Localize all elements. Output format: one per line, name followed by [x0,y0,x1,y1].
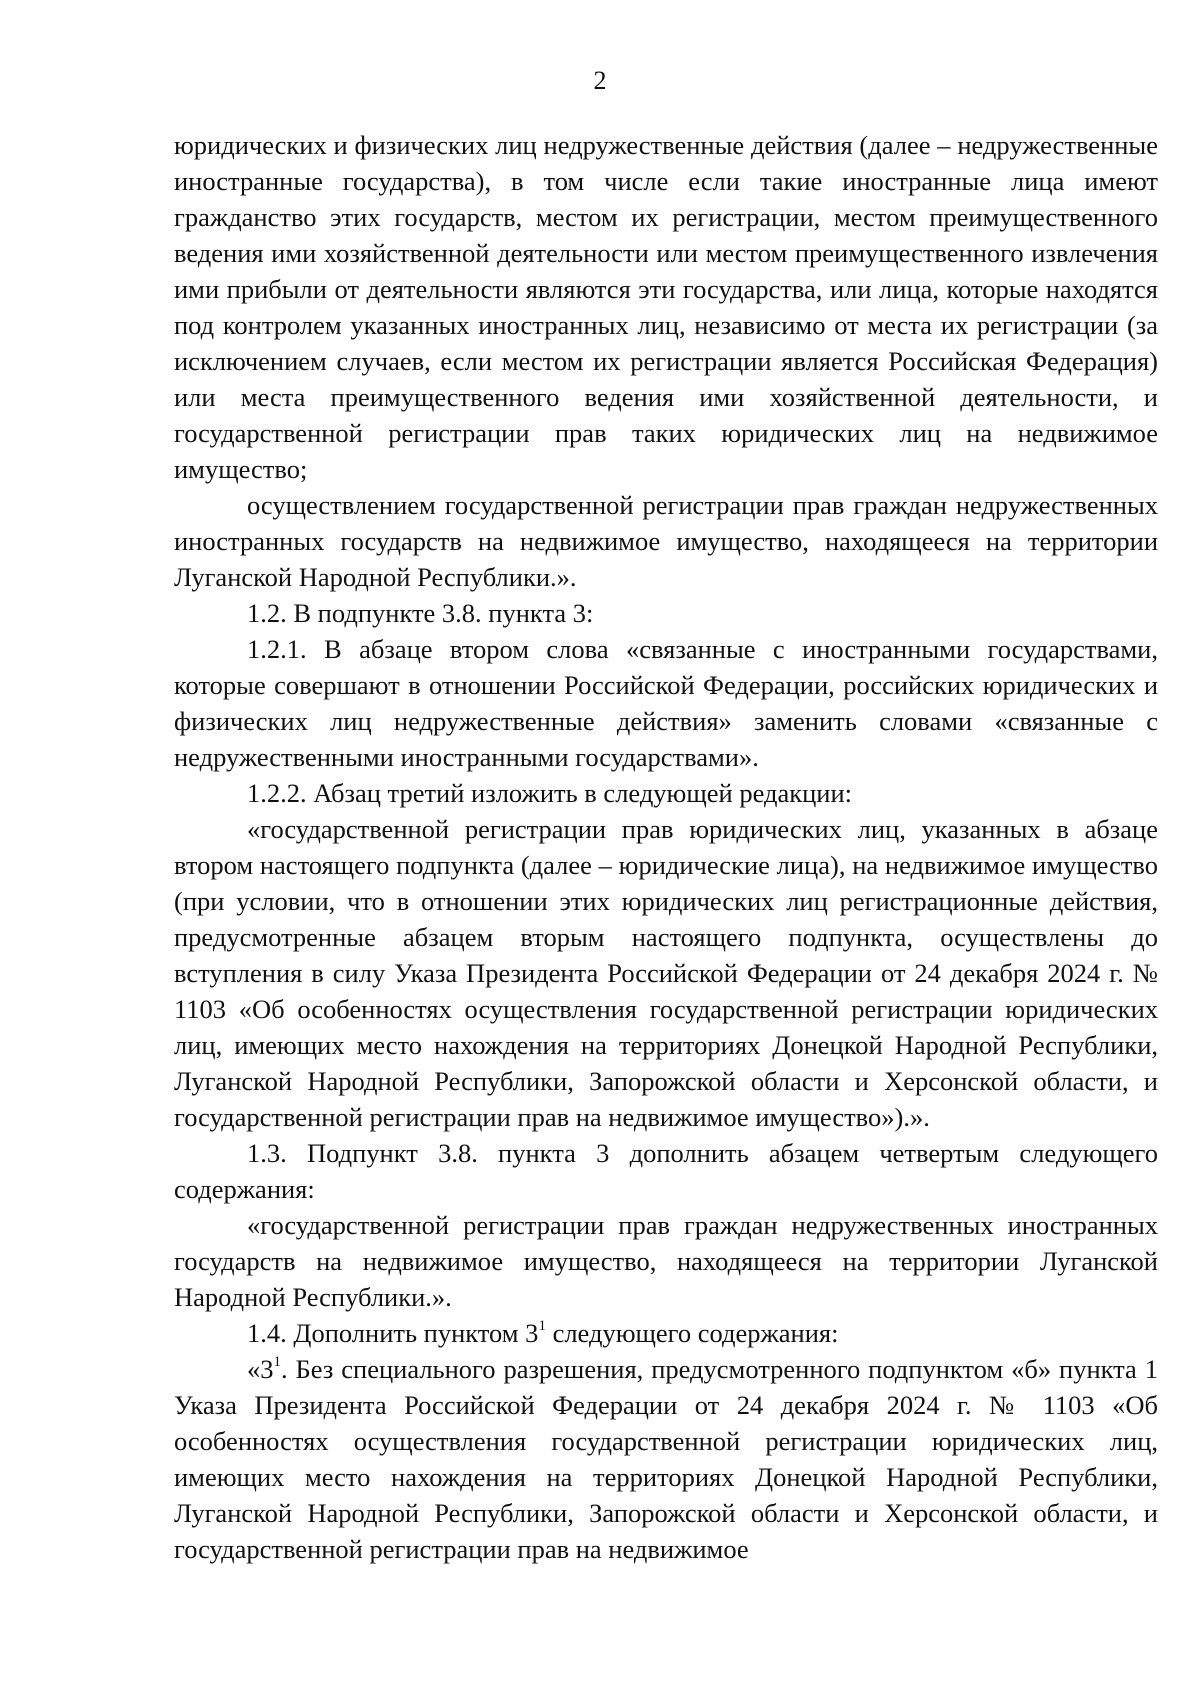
paragraph-point-3-1-text-end: . Без специального разрешения, предусмотренного подпунктом «б» пункта 1 Указа Президента Российской Федерации от 24 декабря 2024 г. № 1103 «Об особенностях осуществления государственной регистрации юридических лиц, имеющих место нахождения на территориях Донецкой Народной Республики, Луганской Народной Республики, Запорожской области и Херсонской области, и государственной регистрации прав на недвижимое [174,1354,1158,1564]
paragraph-1-4-text-start: 1.4. Дополнить пунктом 3 [247,1318,539,1348]
paragraph-quoted-new-text: «государственной регистрации прав юридических лиц, указанных в абзаце втором настоящего подпункта (далее – юридические лица), на недвижимое имущество (при условии, что в отношении этих юридических лиц регистрационные действия, предусмотренные абзацем вторым настоящего подпункта, осуществлены до вступления в силу Указа Президента Российской Федерации от 24 декабря 2024 г. № 1103 «Об особенностях осуществления государственной регистрации юридических лиц, имеющих место нахождения на территориях Донецкой Народной Республики, Луганской Народной Республики, Запорожской области и Херсонской области, и государственной регистрации прав на недвижимое имущество»).». [174,814,1158,1132]
paragraph-quoted-addition: «государственной регистрации прав граждан недружественных иностранных государств на недвижимое имущество, находящееся на территории Луганской Народной Республики.». [174,1210,1158,1312]
page-number: 2 [593,66,607,95]
paragraph-1-2-heading: 1.2. В подпункте 3.8. пункта 3: [247,598,594,628]
paragraph-1-2-1: 1.2.1. В абзаце втором слова «связанные с иностранными государствами, которые совершают в отношении Российской Федерации, российских юридических и физических лиц недружественные действия» заменить словами «связанные с недружественными иностранными государствами». [174,634,1158,772]
paragraph-point-3-1 [174,1351,1158,1567]
paragraph-1: юридических и физических лиц недружественные действия (далее – недружественные иностранные государства), в том числе если такие иностранные лица имеют гражданство этих государств, местом их регистрации, местом преимущественного ведения ими хозяйственной деятельности или местом преимущественного извлечения ими прибыли от деятельности являются эти государства, или лица, которые находятся под контролем указанных иностранных лиц, независимо от места их регистрации (за исключением случаев, если местом их регистрации является Российская Федерация) или места преимущественного ведения ими хозяйственной деятельности, и государственной регистрации прав таких юридических лиц на недвижимое имущество; [174,130,1158,484]
paragraph-2: осуществлением государственной регистрации прав граждан недружественных иностранных государств на недвижимое имущество, находящееся на территории Луганской Народной Республики.». [174,490,1158,592]
paragraph-1-4 [174,1315,1158,1351]
point-superscript: 1 [273,1354,281,1370]
paragraph-1-4-text-end: следующего содержания: [545,1318,839,1348]
paragraph-1-2-2: 1.2.2. Абзац третий изложить в следующей редакции: [247,778,853,808]
document-body [174,127,1158,1567]
footnote-superscript: 1 [538,1318,546,1334]
paragraph-1-3: 1.3. Подпункт 3.8. пункта 3 дополнить абзацем четвертым следующего содержания: [174,1138,1158,1204]
paragraph-point-3-1-text-start: «3 [247,1354,274,1384]
